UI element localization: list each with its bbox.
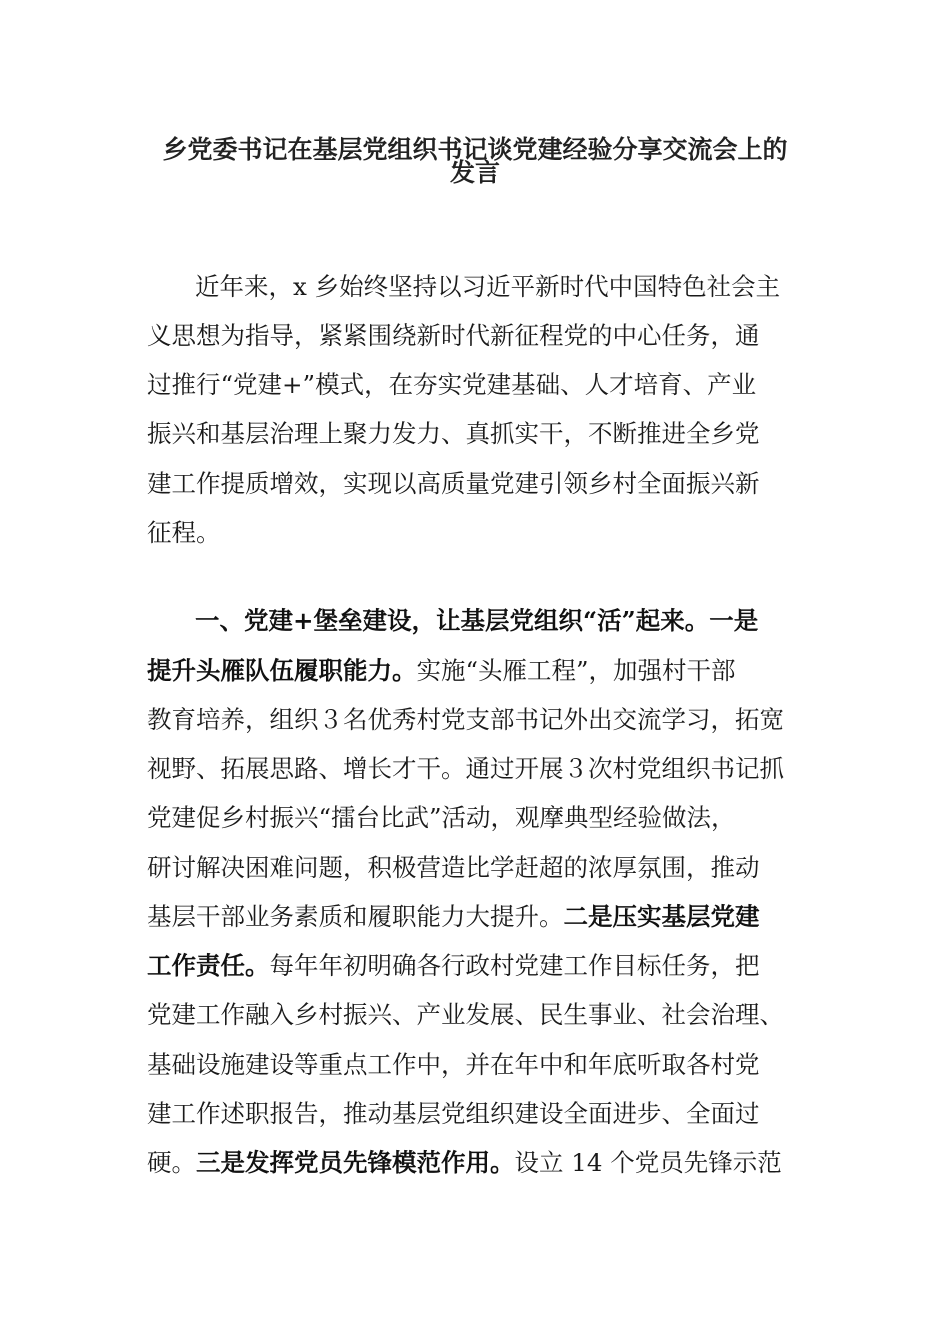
intro-line: 过推行“党建+”模式，在夯实党建基础、人才培育、产业 (147, 370, 757, 399)
intro-line: 建工作提质增效，实现以高质量党建引领乡村全面振兴新 (147, 469, 760, 498)
body-line (147, 951, 760, 981)
body-line: 教育培养，组织３名优秀村党支部书记外出交流学习，拓宽 (147, 705, 784, 734)
body-line: 研讨解决困难问题，积极营造比学赶超的浓厚氛围，推动 (147, 853, 760, 882)
intro-line: 义思想为指导，紧紧围绕新时代新征程党的中心任务，通 (147, 321, 760, 350)
document-title-line-2: 发言 (449, 158, 500, 187)
document-title-line-1: 乡党委书记在基层党组织书记谈党建经验分享交流会上的 (162, 135, 788, 164)
body-line (147, 656, 736, 686)
body-text: 每年年初明确各行政村党建工作目标任务，把 (269, 951, 760, 980)
body-line (147, 902, 760, 932)
body-line (147, 1148, 782, 1178)
body-line: 基础设施建设等重点工作中，并在年中和年底听取各村党 (147, 1050, 760, 1079)
body-text: 设立 14 个党员先锋示范 (514, 1148, 782, 1177)
subheading-3: 三是发挥党员先锋模范作用。 (196, 1148, 515, 1177)
subheading-2-cont: 工作责任。 (147, 951, 270, 980)
body-line: 视野、拓展思路、增长才干。通过开展３次村党组织书记抓 (147, 754, 784, 783)
subheading-2: 二是压实基层党建 (563, 902, 760, 931)
subheading-1: 提升头雁队伍履职能力。 (147, 656, 417, 685)
body-text: 硬。 (147, 1148, 196, 1177)
body-text: 基层干部业务素质和履职能力大提升。 (147, 902, 564, 931)
section-1-heading: 一、党建+堡垒建设，让基层党组织“活”起来。一是 (195, 606, 759, 635)
body-text: 实施“头雁工程”，加强村干部 (416, 656, 736, 685)
intro-line: 近年来，x 乡始终坚持以习近平新时代中国特色社会主 (195, 272, 781, 301)
intro-line: 征程。 (147, 518, 221, 547)
body-line: 党建工作融入乡村振兴、产业发展、民生事业、社会治理、 (147, 1000, 784, 1029)
intro-line: 振兴和基层治理上聚力发力、真抓实干，不断推进全乡党 (147, 419, 760, 448)
body-line: 建工作述职报告，推动基层党组织建设全面进步、全面过 (147, 1099, 760, 1128)
body-line: 党建促乡村振兴“擂台比武”活动，观摩典型经验做法， (147, 803, 736, 832)
